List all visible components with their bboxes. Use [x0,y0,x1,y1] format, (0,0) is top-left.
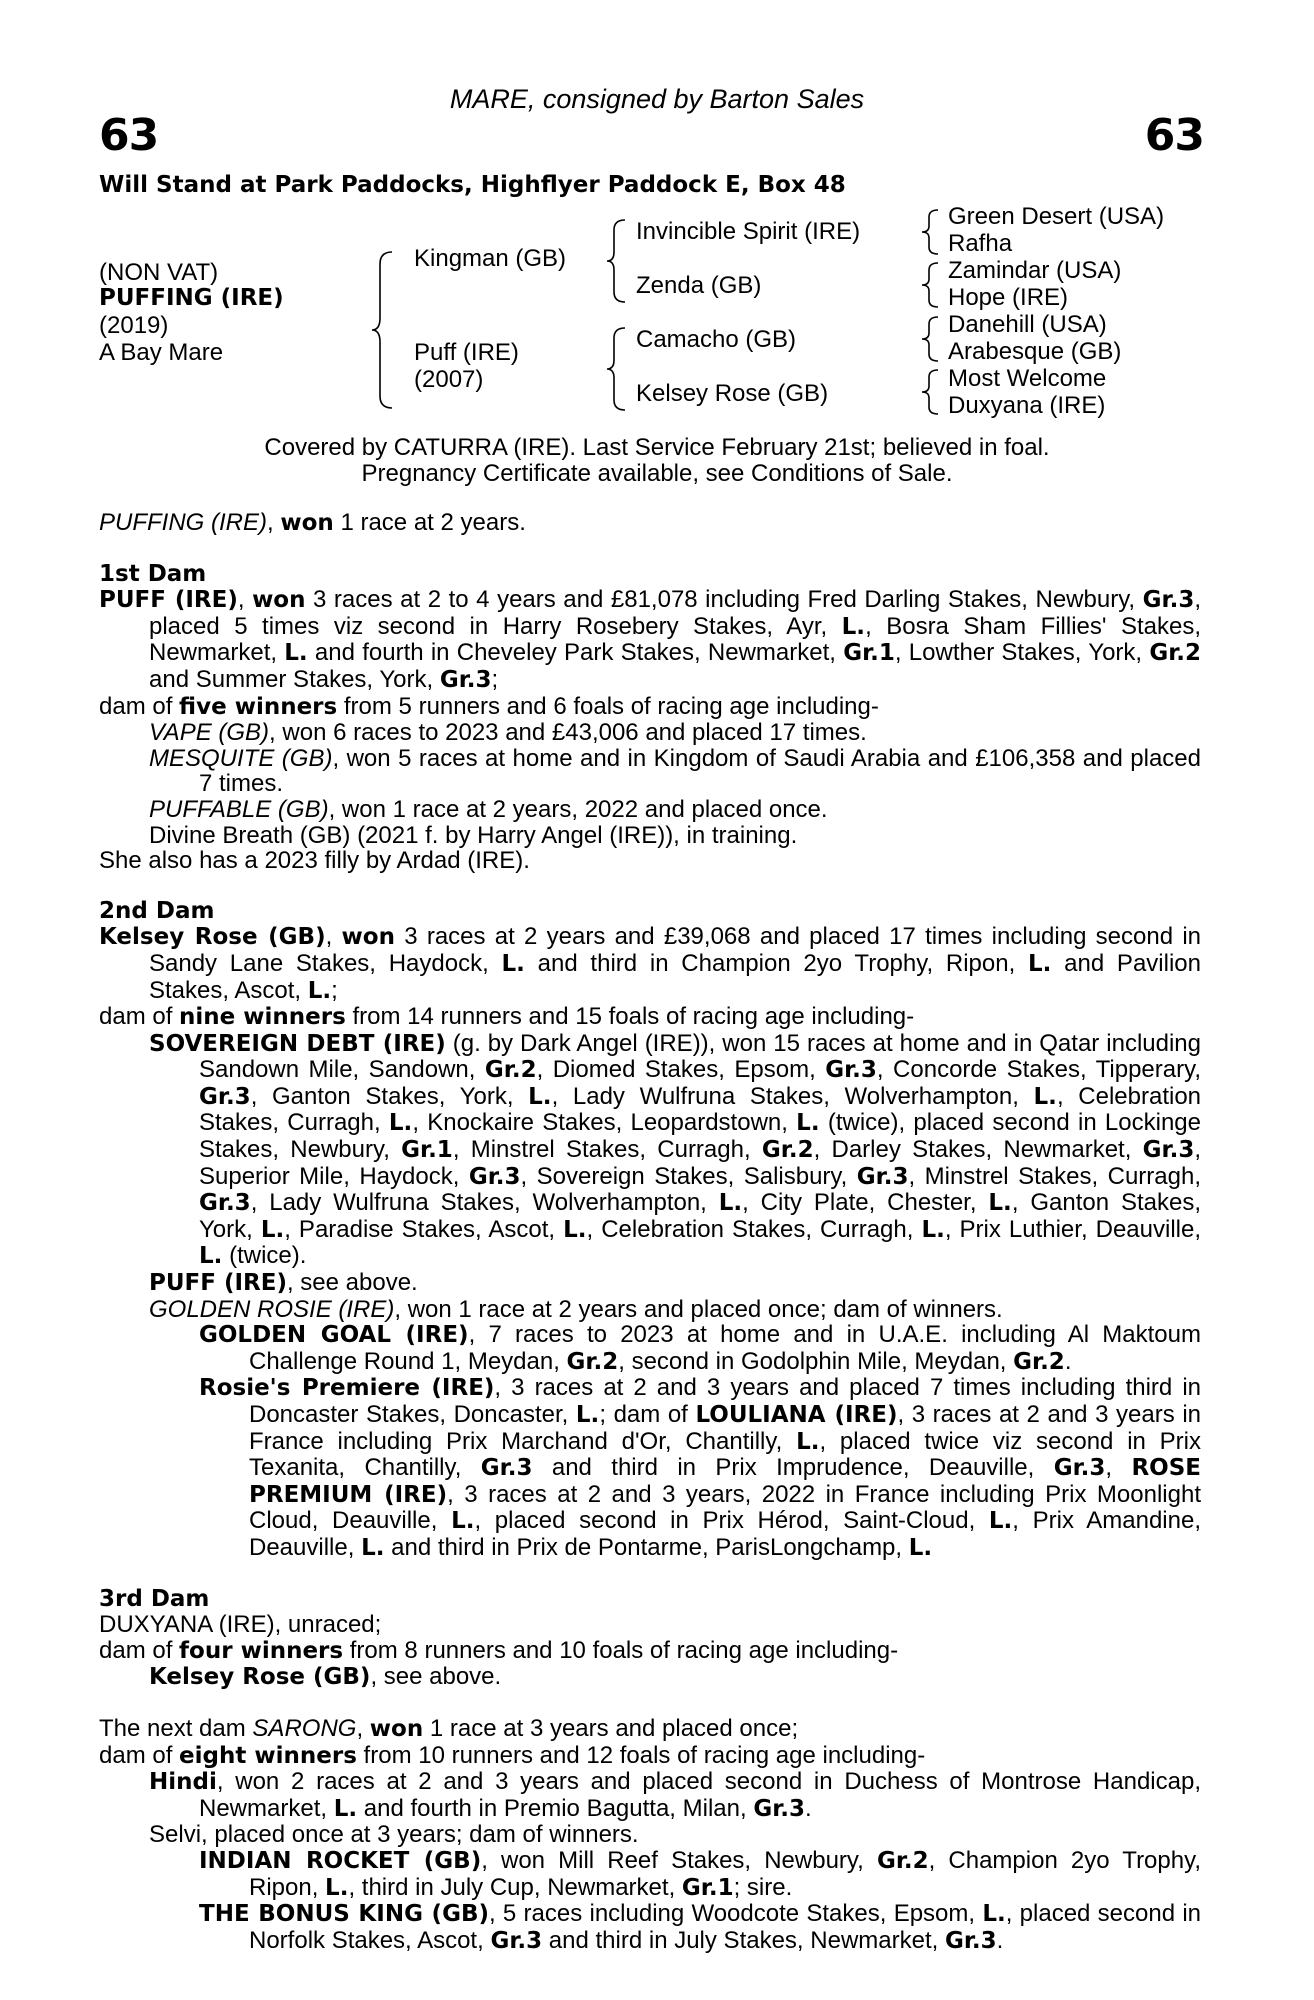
second-dam-produce-summary: dam of nine winners from 14 runners and 15 foals of racing age including- [99,1003,915,1031]
list-item: Selvi, placed once at 3 years; dam of winners. [149,1821,639,1849]
pedigree-gen3-2: Rafha [948,230,1013,257]
pedigree-dam-sire: Camacho (GB) [636,326,797,353]
pedigree-brace-6 [920,315,940,363]
list-item: Kelsey Rose (GB), see above. [149,1663,502,1691]
list-item: INDIAN ROCKET (GB), won Mill Reef Stakes, Newbury, Gr.2, Champion 2yo Trophy, Ripon, L., third in July Cup, Newmarket, Gr.1; sire. [199,1846,1201,1901]
pedigree-gen3-3: Zamindar (USA) [948,257,1122,284]
covered-line-1: Covered by CATURRA (IRE). Last Service February 21st; believed in foal. [264,434,1050,461]
second-dam-heading: 2nd Dam [99,897,215,924]
pedigree-brace-3 [605,326,627,412]
pedigree-sire: Kingman (GB) [414,245,567,272]
second-dam-record: Kelsey Rose (GB), won 3 races at 2 years and £39,068 and placed 17 times including second in Sandy Lane Stakes, Haydock, L. and third in Champion 2yo Trophy, Ripon, L. and Pavilion Stakes, Ascot, L.; [99,923,1201,1004]
pedigree-dam: Puff (IRE) [414,339,519,366]
pedigree-sire-dam: Zenda (GB) [636,272,762,299]
list-item: Divine Breath (GB) (2021 f. by Harry Angel (IRE)), in training. [149,821,798,849]
next-dam-record: The next dam SARONG, won 1 race at 3 years and placed once; [99,1714,799,1742]
consignor-line: MARE, consigned by Barton Sales [449,84,865,114]
list-item: SOVEREIGN DEBT (IRE) (g. by Dark Angel (IRE)), won 15 races at home and in Qatar including Sandown Mile, Sandown, Gr.2, Diomed Stakes, Epsom, Gr.3, Concorde Stakes, Tipperary, Gr.3, Ganton Stakes, York, L., Lady Wulfruna Stakes, Wolverhampton, L., Celebration Stakes, Curragh, L., Knockaire Stakes, Leopardstown, L. (twice), placed second in Lockinge Stakes, Newbury, Gr.1, Minstrel Stakes, Curragh, Gr.2, Darley Stakes, Newmarket, Gr.3, Superior Mile, Haydock, Gr.3, Sovereign Stakes, Salisbury, Gr.3, Minstrel Stakes, Curragh, Gr.3, Lady Wulfruna Stakes, Wolverhampton, L., City Plate, Chester, L., Ganton Stakes, York, L., Paradise Stakes, Ascot, L., Celebration Stakes, Curragh, L., Prix Luthier, Deauville, L. (twice). [149,1029,1202,1270]
pedigree-brace-5 [920,261,940,309]
list-item: MESQUITE (GB), won 5 races at home and in Kingdom of Saudi Arabia and £106,358 and placed 7 times. [149,744,1201,798]
pedigree-brace-1 [370,250,394,410]
pedigree-dam-dam: Kelsey Rose (GB) [636,380,829,407]
first-dam-produce-summary: dam of five winners from 5 runners and 6 foals of racing age including- [99,692,879,720]
list-item: PUFF (IRE), see above. [149,1269,418,1297]
list-item: GOLDEN GOAL (IRE), 7 races to 2023 at home and in U.A.E. including Al Maktoum Challenge Round 1, Meydan, Gr.2, second in Godolphin Mile, Meydan, Gr.2. [199,1321,1201,1375]
catalogue-body [99,510,1201,1954]
pedigree-brace-2 [605,218,627,304]
horse-year: (2019) [99,312,169,339]
location-line: Will Stand at Park Paddocks, Highflyer Paddock E, Box 48 [99,172,846,198]
vat-status: (NON VAT) [99,259,219,286]
pedigree-sire-sire: Invincible Spirit (IRE) [636,218,861,245]
pedigree-gen3-1: Green Desert (USA) [948,203,1165,230]
pedigree-brace-4 [920,208,940,256]
horse-name: PUFFING (IRE) [99,285,284,311]
lot-number-left: 63 [99,110,159,161]
list-item: She also has a 2023 filly by Ardad (IRE). [99,847,530,875]
list-item: Hindi, won 2 races at 2 and 3 years and placed second in Duchess of Montrose Handicap, Newmarket, L. and fourth in Premio Bagutta, Milan, Gr.3. [149,1768,1201,1822]
pedigree-gen3-6: Arabesque (GB) [948,338,1122,365]
lot-number-right: 63 [1144,110,1204,161]
first-dam-record: PUFF (IRE), won 3 races at 2 to 4 years and £81,078 including Fred Darling Stakes, Newbury, Gr.3, placed 5 times viz second in Harry Rosebery Stakes, Ayr, L., Bosra Sham Fillies' Stakes, Newmarket, L. and fourth in Cheveley Park Stakes, Newmarket, Gr.1, Lowther Stakes, York, Gr.2 and Summer Stakes, York, Gr.3; [99,586,1202,693]
pedigree-brace-7 [920,368,940,416]
next-dam-produce-summary: dam of eight winners from 10 runners and 12 foals of racing age including- [99,1741,926,1769]
pedigree-gen3-4: Hope (IRE) [948,284,1069,311]
pedigree-gen3-8: Duxyana (IRE) [948,392,1106,419]
list-item: PUFFABLE (GB), won 1 race at 2 years, 2022 and placed once. [149,795,828,823]
horse-race-record: PUFFING (IRE), won 1 race at 2 years. [99,509,526,536]
list-item: GOLDEN ROSIE (IRE), won 1 race at 2 years and placed once; dam of winners. [149,1295,1003,1323]
third-dam-heading: 3rd Dam [99,1585,210,1612]
third-dam-record: DUXYANA (IRE), unraced; [99,1611,382,1639]
pedigree-dam-year: (2007) [414,366,484,393]
list-item: Rosie's Premiere (IRE), 3 races at 2 and 3 years and placed 7 times including third in Doncaster Stakes, Doncaster, L.; dam of LOULIANA (IRE), 3 races at 2 and 3 years in France including Prix Marchand d'Or, Chantilly, L., placed twice viz second in Prix Texanita, Chantilly, Gr.3 and third in Prix Imprudence, Deauville, Gr.3, ROSE PREMIUM (IRE), 3 races at 2 and 3 years, 2022 in France including Prix Moonlight Cloud, Deauville, L., placed second in Prix Hérod, Saint-Cloud, L., Prix Amandine, Deauville, L. and third in Prix de Pontarme, ParisLongchamp, L. [199,1374,1202,1561]
pedigree-gen3-5: Danehill (USA) [948,311,1107,338]
horse-description: A Bay Mare [99,339,224,366]
first-dam-heading: 1st Dam [99,560,207,587]
pedigree-gen3-7: Most Welcome [948,365,1107,392]
covered-line-2: Pregnancy Certificate available, see Conditions of Sale. [361,460,953,487]
list-item: VAPE (GB), won 6 races to 2023 and £43,006 and placed 17 times. [149,719,867,747]
third-dam-produce-summary: dam of four winners from 8 runners and 10 foals of racing age including- [99,1636,899,1664]
list-item: THE BONUS KING (GB), 5 races including Woodcote Stakes, Epsom, L., placed second in Norfolk Stakes, Ascot, Gr.3 and third in July Stakes, Newmarket, Gr.3. [199,1900,1201,1954]
